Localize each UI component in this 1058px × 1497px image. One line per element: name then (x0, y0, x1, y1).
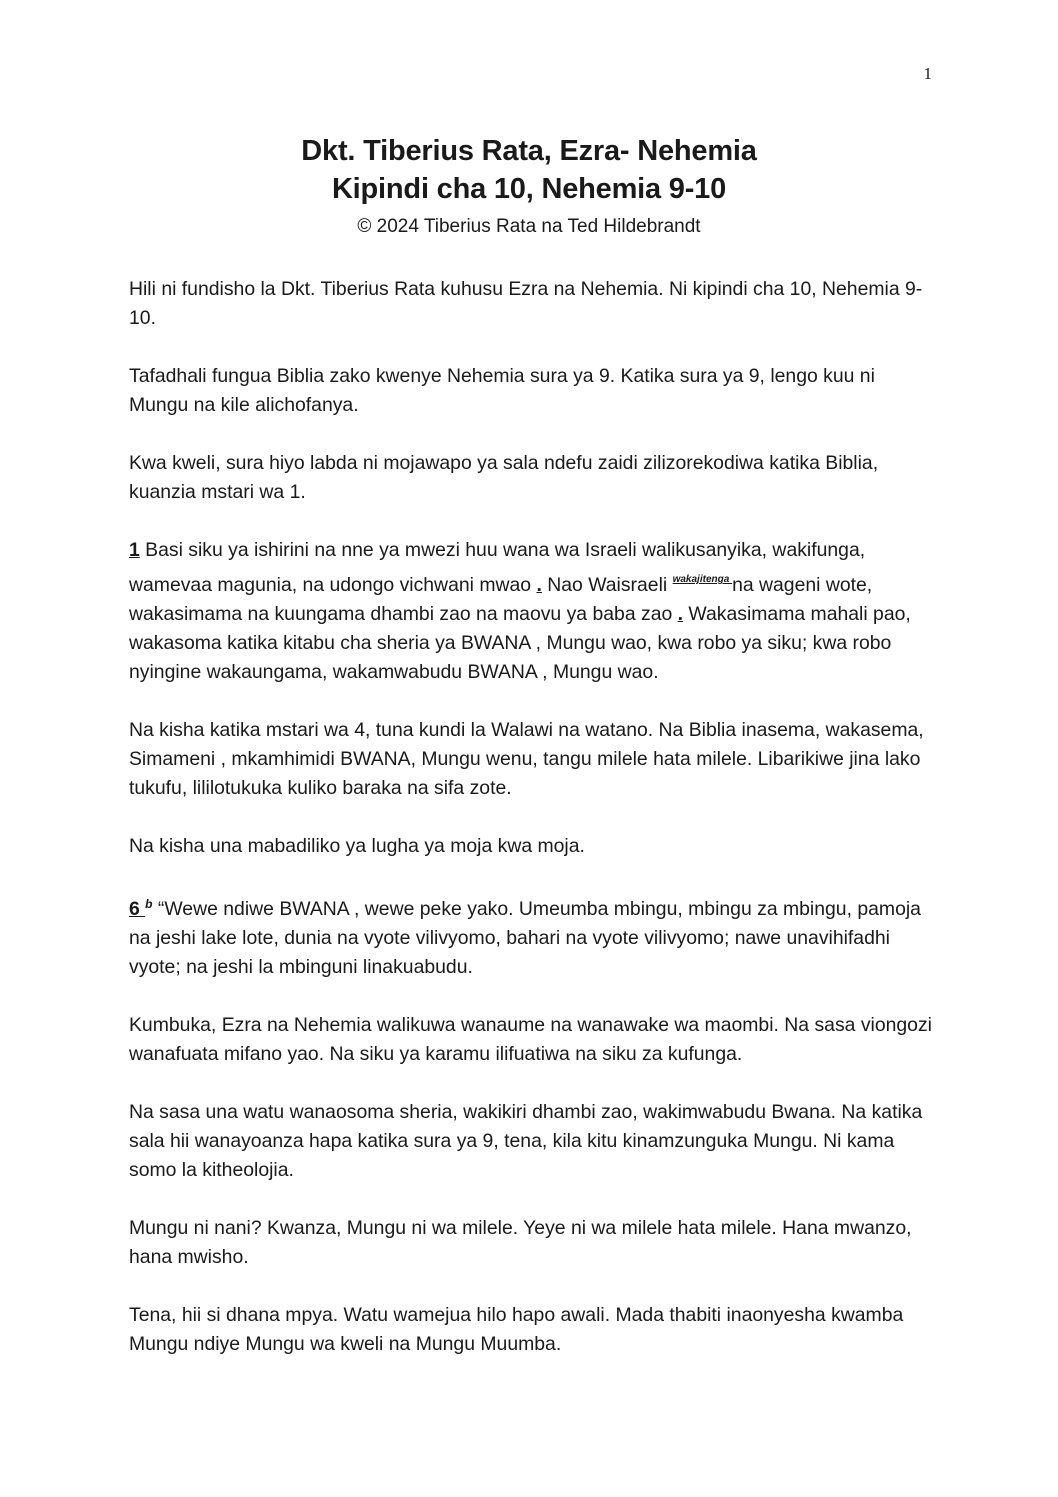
document-title-line-1: Dkt. Tiberius Rata, Ezra- Nehemia (301, 135, 757, 167)
paragraph-long-prayer: Kwa kweli, sura hiyo labda ni mojawapo ya sala ndefu zaidi zilizorekodiwa katika Biblia, kuanzia mstari wa 1. (129, 452, 879, 503)
paragraph-creator-god: Tena, hii si dhana mpya. Watu wamejua hilo hapo awali. Mada thabiti inaonyesha kwamba Mungu ndiye Mungu wa kweli na Mungu Muumba. (129, 1304, 904, 1355)
verse-text: Basi siku ya ishirini na nne ya mwezi huu wana wa Israeli walikusanyika, wakifunga, wamevaa magunia, na udongo vichwani mwao (129, 539, 866, 596)
paragraph-reading-law: Na sasa una watu wanaosoma sheria, wakikiri dhambi zao, wakimwabudu Bwana. Na katika sala hii wanayoanza hapa katika sura ya 9, tena, kila kitu kinamzunguka Mungu. Ni kama somo la kitheolojia. (129, 1101, 923, 1181)
paragraph-leaders-example: Kumbuka, Ezra na Nehemia walikuwa wanaume na wanawake wa maombi. Na sasa viongozi wanafuata mifano yao. Na siku ya karamu ilifuatiwa na siku za kufunga. (129, 1014, 932, 1065)
paragraph-language-change: Na kisha una mabadiliko ya lugha ya moja kwa moja. (129, 835, 585, 857)
superscript-note: wakajitenga (672, 574, 733, 585)
superscript-note: b (145, 897, 153, 911)
document-header (0, 132, 1058, 242)
copyright-notice: © 2024 Tiberius Rata na Ted Hildebrandt (357, 216, 701, 237)
page-number: 1 (923, 64, 932, 83)
verse-number: 1 (129, 539, 140, 561)
footnote-mark: . (536, 574, 542, 596)
paragraph-who-is-god: Mungu ni nani? Kwanza, Mungu ni wa milele. Yeye ni wa milele hata milele. Hana mwanzo, hana mwisho. (129, 1217, 912, 1268)
paragraph-intro: Hili ni fundisho la Dkt. Tiberius Rata kuhusu Ezra na Nehemia. Ni kipindi cha 10, Nehemia 9-10. (129, 278, 923, 329)
paragraph-verse-4: Na kisha katika mstari wa 4, tuna kundi la Walawi na watano. Na Biblia inasema, wakasema, Simameni , mkamhimidi BWANA, Mungu wenu, tangu milele hata milele. Libarikiwe jina lako tukufu, lililotukuka kuliko baraka na sifa zote. (129, 719, 924, 799)
paragraph-open-bible: Tafadhali fungua Biblia zako kwenye Nehemia sura ya 9. Katika sura ya 9, lengo kuu ni Mungu na kile alichofanya. (129, 365, 875, 416)
scripture-verse-1 (129, 536, 934, 687)
footnote-mark: . (677, 603, 684, 625)
verse-text: “Wewe ndiwe BWANA , wewe peke yako. Umeumba mbingu, mbingu za mbingu, pamoja na jeshi lake lote, dunia na vyote vilivyomo, bahari na vyote vilivyomo; nawe unavihifadhi vyote; na jeshi la mbinguni linakuabudu. (129, 898, 921, 978)
document-body (129, 275, 934, 1388)
verse-text: na wageni wote, wakasimama na kuungama dhambi zao na maovu ya baba zao (129, 574, 873, 625)
scripture-verse-6 (129, 890, 934, 982)
verse-text: Nao Waisraeli (541, 574, 673, 596)
document-title-line-2: Kipindi cha 10, Nehemia 9-10 (331, 173, 727, 205)
verse-number: 6 (129, 898, 146, 920)
verse-text: Wakasimama mahali pao, wakasoma katika kitabu cha sheria ya BWANA , Mungu wao, kwa robo ya siku; kwa robo nyingine wakaungama, wakamwabudu BWANA , Mungu wao. (129, 603, 911, 683)
